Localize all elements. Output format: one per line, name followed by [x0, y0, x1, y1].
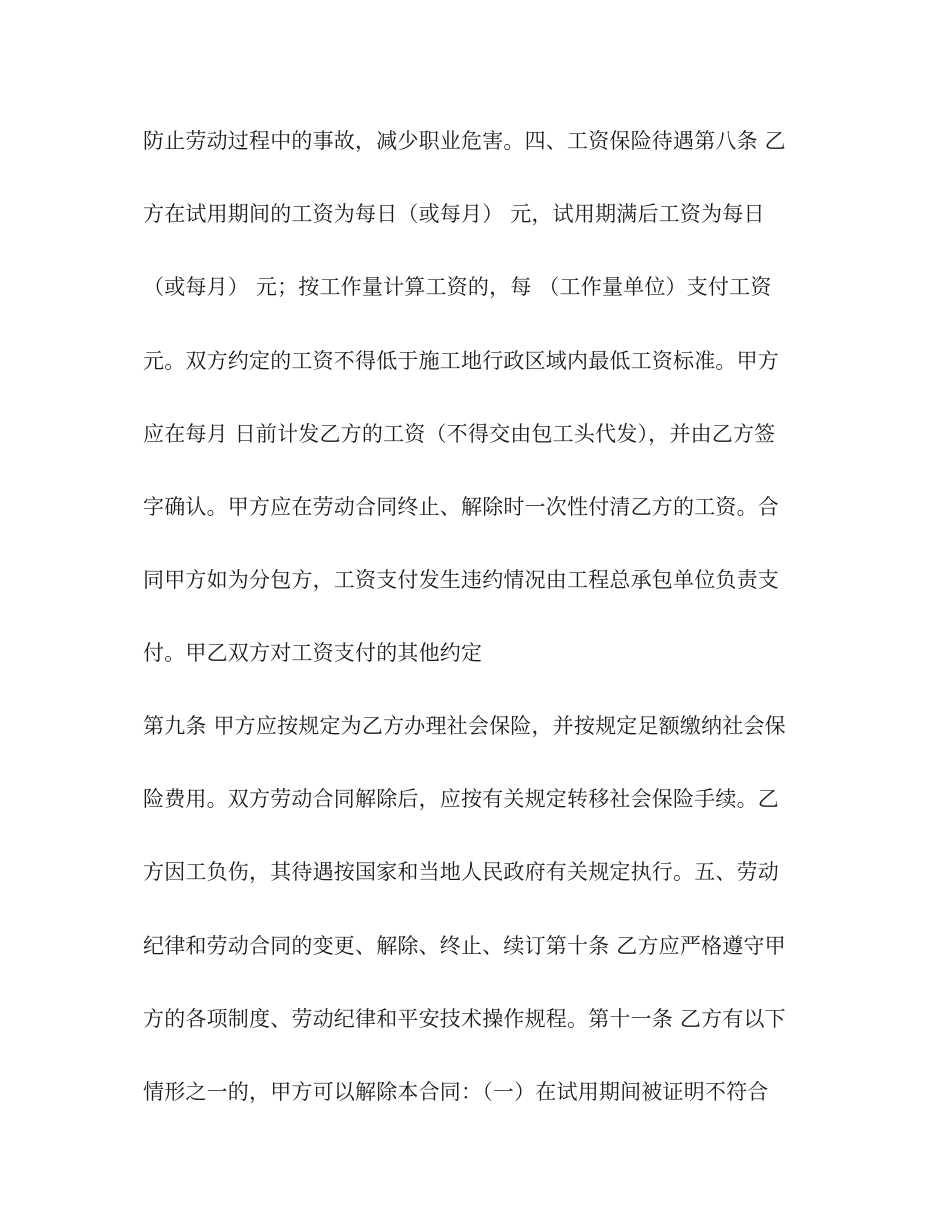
text-line: 付。甲乙双方对工资支付的其他约定	[143, 641, 483, 665]
text-line: 险费用。双方劳动合同解除后，应按有关规定转移社会保险手续。乙	[143, 787, 779, 811]
text-line: 元。双方约定的工资不得低于施工地行政区域内最低工资标准。甲方	[143, 349, 779, 373]
text-line: 情形之一的，甲方可以解除本合同：（一）在试用期间被证明不符合	[143, 1080, 769, 1104]
text-line: 防止劳动过程中的事故，减少职业危害。四、工资保险待遇第八条 乙	[143, 129, 786, 153]
text-line: 字确认。甲方应在劳动合同终止、解除时一次性付清乙方的工资。合	[143, 495, 779, 519]
text-line: 方在试用期间的工资为每日（或每月） 元，试用期满后工资为每日	[143, 202, 765, 226]
text-line: 应在每月 日前计发乙方的工资（不得交由包工头代发），并由乙方签	[143, 422, 776, 446]
text-line: 同甲方如为分包方，工资支付发生违约情况由工程总承包单位负责支	[143, 568, 779, 592]
text-line: 方的各项制度、劳动纪律和平安技术操作规程。第十一条 乙方有以下	[143, 1007, 786, 1031]
text-line: 第九条 甲方应按规定为乙方办理社会保险，并按规定足额缴纳社会保	[143, 714, 786, 738]
text-line: 方因工负伤，其待遇按国家和当地人民政府有关规定执行。五、劳动	[143, 860, 779, 884]
text-line: 纪律和劳动合同的变更、解除、终止、续订第十条 乙方应严格遵守甲	[143, 934, 786, 958]
text-line: （或每月） 元；按工作量计算工资的，每 （工作量单位）支付工资	[143, 275, 772, 299]
